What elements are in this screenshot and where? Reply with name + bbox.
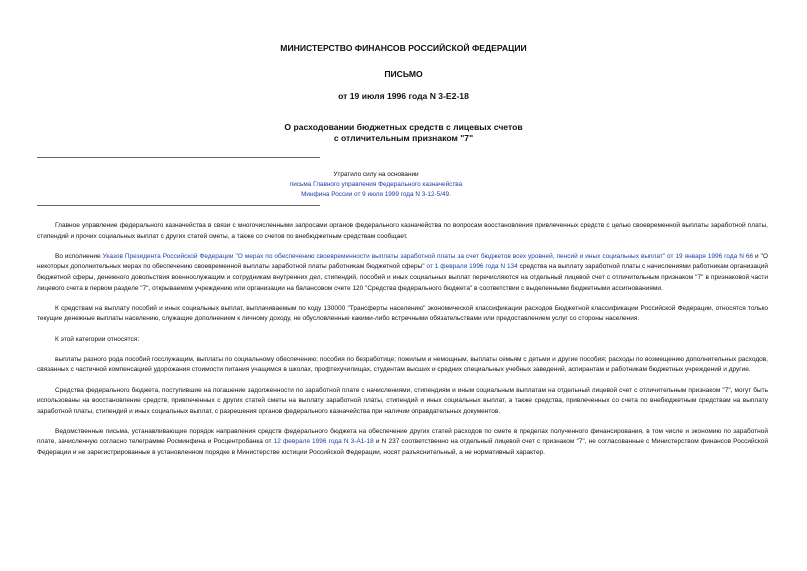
paragraph-2 [37, 252, 768, 294]
paragraph-7 [37, 427, 768, 459]
status-link-cont[interactable]: Минфина России от 9 июля 1999 года N 3-12-5/49. [301, 191, 451, 198]
status-link-line-1[interactable] [236, 180, 516, 190]
status-link-line-2[interactable] [236, 190, 516, 200]
document-type: ПИСЬМО [384, 69, 423, 79]
decree-66-link[interactable]: Указов Президента Российской Федерации "О мерах по обеспечению своевременности выплаты заработной платы за счет бюджетов всех уровней, пенсий и иных социальных выплат" от 19 января 1996 года N 66 [102, 252, 754, 260]
p7-text-2: и N 237 соответственно на отдельный лицевой счет с признаком "7", не согласованные с Министерством финансов Российской Федерации и не зарегистрированные в установленном порядке в Министерстве юстиции Российской Федерации, носят разъяснительный, а не нормативный характер. [37, 438, 769, 457]
telegram-link[interactable]: 12 февраля 1996 года N 3-А1-18 [273, 438, 374, 446]
status-link[interactable]: письма Главного управления Федерального казначейства [289, 181, 463, 188]
subject-line-1: О расходовании бюджетных средств с лицевых счетов [284, 122, 523, 132]
paragraph-1: Главное управление федерального казначейства в связи с многочисленными запросами органов федерального казначейства по вопросам восстановления привлеченных средств с целью своевременной выплаты заработной платы, стипендий и прочих социальных выплат с других статей сметы, а также со счетов по внебюджетным средствам сообщает. [37, 222, 768, 240]
p7-text-1: Ведомственные письма, устанавливающие порядок направления средств федерального бюджета на обеспечение других статей расходов по смете в пределах полученного финансирования, в том числе и экономию по заработной плате, зачисленную согласно телеграмме Росминфина и Росцентробанка от [37, 427, 768, 446]
ministry-heading: МИНИСТЕРСТВО ФИНАНСОВ РОССИЙСКОЙ ФЕДЕРАЦИИ [280, 43, 527, 53]
p2-text-2: и "О некоторых дополнительных мерах по обеспечению своевременной выплаты заработной платы работникам бюджетной сферы" [37, 252, 768, 271]
paragraph-6: Средства федерального бюджета, поступившие на погашение задолженности по заработной плате с начислениями, стипендиям и иным социальным выплатам на отдельный лицевой счет с отличительным признаком "7", могут быть использованы на восстановление средств, привлеченных с других статей сметы на выплату заработной платы, стипендий и иных социальных выплат, а также средства, привлеченных со счета по внебюджетным средствам на выплату заработной платы, стипендий и иных социальных выплат, с разрешения органов федерального казначейства при наличии оправдательных документов. [37, 386, 768, 415]
p2-text-3: средства на выплату заработной платы с начислениями работникам организаций бюджетной сферы, денежного довольствия военнослужащим и сотрудникам внутренних дел, стипендий, пособий и иных социальных выплат перечисляются на отдельный лицевой счет с отличительным признаком "7" в признаковой части лицевого счета в первом разделе "7", открываемом учреждению или организации на балансовом счете 120 "Средства федерального бюджета" в соответствии с выделенными бюджетными ассигнованиями. [37, 263, 769, 292]
paragraph-5: выплаты разного рода пособий госслужащим, выплаты по социальному обеспечению; пособия по безработице; пожилым и немощным, выплаты семьям с детьми и другие пособия; расходы по возмещению дополнительных расходов, связанных с частичной компенсацией удорожания стоимости питания учащимся в школах, профтехучилищах, студентам высших и средних специальных учебных заведений, аспирантам и работникам бюджетных учреждений и другие. [37, 355, 768, 374]
top-divider [37, 157, 320, 158]
decree-134-link[interactable]: от 1 февраля 1996 года N 134 [426, 263, 518, 271]
document-body [37, 221, 768, 468]
paragraph-3: К средствам на выплату пособий и иных социальных выплат, выплачиваемым по коду 130000 "Трансферты населению" экономической классификации расходов Бюджетной классификации Российской Федерации, относятся только текущие денежные выплаты населению, служащие дополнением к личному доходу, не обусловленные какими-либо встречными обязательствами или предоставлением услуг со стороны населения. [37, 304, 768, 323]
status-text: Утратило силу на основании [333, 171, 419, 178]
paragraph-4: К этой категории относятся: [55, 335, 140, 343]
date-number: от 19 июля 1996 года N 3-Е2-18 [338, 91, 469, 101]
p2-text-1: Во исполнение [55, 252, 103, 260]
subject-line-2: с отличительным признаком "7" [333, 133, 474, 143]
bottom-divider [37, 205, 320, 206]
